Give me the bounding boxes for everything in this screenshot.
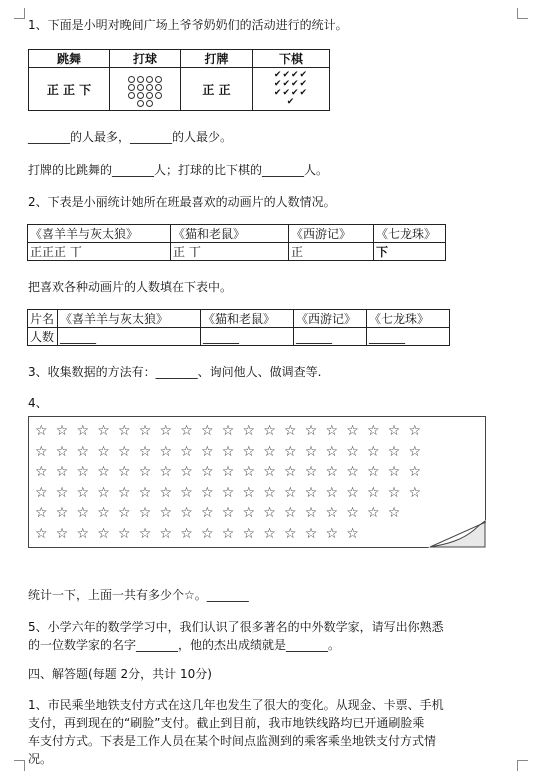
row-label-show: 片名	[28, 310, 58, 328]
star-row: ☆☆☆☆☆☆☆☆☆☆☆☆☆☆☆☆☆☆	[35, 505, 409, 521]
tally-ball-dots	[110, 68, 181, 111]
q5-line1: 5、小学六年的数学学习中，我们认识了很多著名的中外数学家，请写出你熟悉	[28, 620, 444, 634]
count-blank[interactable]: ______	[367, 328, 450, 346]
header-chess: 下棋	[253, 50, 330, 68]
star-row: ☆☆☆☆☆☆☆☆☆☆☆☆☆☆☆☆☆☆☆	[35, 484, 430, 501]
show-cell: 《西游记》	[294, 310, 367, 328]
show-cell: 《西游记》	[289, 225, 374, 243]
q1-title: 1、下面是小明对晚间广场上爷爷奶奶们的活动进行的统计。	[28, 18, 348, 32]
corner-mark-top-left	[14, 8, 25, 19]
star-row: ☆☆☆☆☆☆☆☆☆☆☆☆☆☆☆☆☆☆☆	[35, 443, 430, 460]
q4-question: 统计一下，上面一共有多少个☆。_______	[28, 588, 249, 602]
q3-text: 3、收集数据的方法有：_______、询问他人、做调查等.	[28, 365, 322, 379]
tally-dance: 正 正 下	[29, 68, 110, 111]
star-grid	[35, 421, 429, 544]
q4-label: 4、	[28, 396, 48, 410]
q1-tally-table	[28, 49, 330, 111]
q2-tally-table	[27, 224, 446, 261]
q2-title: 2、下表是小丽统计她所在班最喜欢的动画片的人数情况。	[28, 195, 336, 209]
tally-cell: 正 丅	[171, 243, 289, 261]
header-ball: 打球	[110, 50, 181, 68]
header-dance: 跳舞	[29, 50, 110, 68]
q1-line2: 打牌的比跳舞的_______人；打球的比下棋的_______人。	[28, 163, 329, 177]
corner-mark-top-right	[517, 8, 528, 19]
p1-line4: 况。	[28, 752, 53, 766]
corner-mark-bottom-left	[14, 760, 25, 771]
q5-line2: 的一位数学家的名字_______，他的杰出成绩就是_______。	[28, 638, 341, 652]
p1-line2: 支付，再到现在的“刷脸”支付。截止到目前，我市地铁线路均已开通刷脸乘	[28, 716, 425, 730]
tally-cell: 正正正 丅	[28, 243, 171, 261]
q2-fill-table	[27, 309, 450, 346]
count-blank[interactable]: ______	[294, 328, 367, 346]
q1-line1: _______的人最多，_______的人最少。	[28, 130, 233, 144]
star-row: ☆☆☆☆☆☆☆☆☆☆☆☆☆☆☆☆☆☆☆	[35, 464, 430, 480]
tally-cell: 正	[289, 243, 374, 261]
show-cell: 《七龙珠》	[374, 225, 446, 243]
p1-line1: 1、市民乘坐地铁支付方式在这几年也发生了很大的变化。从现金、卡票、手机	[28, 698, 444, 712]
show-cell: 《喜羊羊与灰太狼》	[58, 310, 201, 328]
count-blank[interactable]: ______	[201, 328, 294, 346]
corner-mark-bottom-right	[517, 760, 528, 771]
show-cell: 《喜羊羊与灰太狼》	[28, 225, 171, 243]
star-row: ☆☆☆☆☆☆☆☆☆☆☆☆☆☆☆☆☆☆☆	[35, 423, 430, 439]
section4-heading: 四、解答题(每题 2分，共计 10分)	[28, 667, 212, 681]
header-cards: 打牌	[181, 50, 253, 68]
q2-instruction: 把喜欢各种动画片的人数填在下表中。	[28, 280, 233, 294]
tally-cards: 正 正	[181, 68, 253, 111]
tally-chess-checks: ✔✔✔✔ ✔✔✔✔ ✔✔✔✔ ✔	[253, 68, 330, 111]
count-blank[interactable]: ______	[58, 328, 201, 346]
p1-line3: 车支付方式。下表是工作人员在某个时间点监测到的乘客乘坐地铁支付方式情	[28, 734, 437, 748]
show-cell: 《猫和老鼠》	[171, 225, 289, 243]
star-row: ☆☆☆☆☆☆☆☆☆☆☆☆☆☆☆☆	[35, 525, 368, 542]
show-cell: 《猫和老鼠》	[201, 310, 294, 328]
star-panel	[28, 416, 486, 548]
row-label-count: 人数	[28, 328, 58, 346]
page-curl-icon	[428, 520, 486, 548]
show-cell: 《七龙珠》	[367, 310, 450, 328]
tally-cell: 下	[374, 243, 446, 261]
